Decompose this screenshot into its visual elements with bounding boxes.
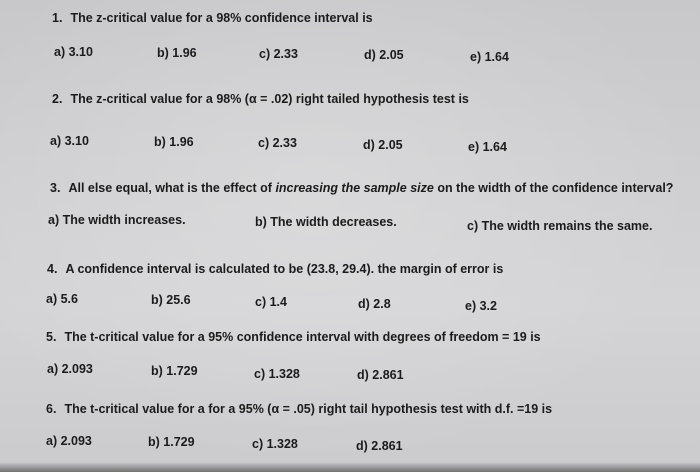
q2-option-c: c) 2.33 xyxy=(258,136,297,150)
question-number: 3. xyxy=(50,181,61,195)
q1-option-c: c) 2.33 xyxy=(259,47,298,61)
q4-option-e: e) 3.2 xyxy=(465,299,497,313)
question-2 xyxy=(52,92,469,106)
q6-option-c: c) 1.328 xyxy=(252,437,298,451)
q5-option-b: b) 1.729 xyxy=(151,364,198,378)
q4-option-b: b) 25.6 xyxy=(151,293,191,307)
q5-option-c: c) 1.328 xyxy=(254,367,300,381)
q1-option-b: b) 1.96 xyxy=(157,46,197,60)
q3-option-b: b) The width decreases. xyxy=(255,215,397,229)
q3-option-a: a) The width increases. xyxy=(48,213,186,227)
question-3 xyxy=(50,181,673,195)
q2-option-e: e) 1.64 xyxy=(468,140,507,154)
q2-option-b: b) 1.96 xyxy=(154,135,194,149)
question-5 xyxy=(46,330,541,344)
q2-option-d: d) 2.05 xyxy=(363,138,403,152)
q1-option-e: e) 1.64 xyxy=(470,50,509,64)
q4-option-a: a) 5.6 xyxy=(46,292,78,306)
question-number: 4. xyxy=(47,262,58,276)
q1-option-d: d) 2.05 xyxy=(364,48,404,62)
q1-option-a: a) 3.10 xyxy=(54,45,93,59)
q4-option-d: d) 2.8 xyxy=(358,297,391,311)
q2-option-a: a) 3.10 xyxy=(50,134,89,148)
q5-option-a: a) 2.093 xyxy=(47,362,93,376)
question-text: The z-critical value for a 98% (α = .02) right tailed hypothesis test is xyxy=(70,92,469,106)
q3-option-c: c) The width remains the same. xyxy=(467,219,653,233)
page-bottom-shadow xyxy=(0,462,700,472)
question-text: The z-critical value for a 98% confidence interval is xyxy=(70,11,373,25)
q4-option-c: c) 1.4 xyxy=(255,295,287,309)
question-text: A confidence interval is calculated to be (23.8, 29.4). the margin of error is xyxy=(65,262,504,276)
question-6 xyxy=(46,402,552,416)
question-number: 6. xyxy=(46,402,57,416)
q6-option-a: a) 2.093 xyxy=(46,434,92,448)
question-text: The t-critical value for a for a 95% (α = .05) right tail hypothesis test with d.f. =19 is xyxy=(64,402,553,416)
q6-option-b: b) 1.729 xyxy=(148,435,195,449)
question-text-end: on the width of the confidence interval? xyxy=(433,181,674,195)
question-text-emphasis: increasing the sample size xyxy=(275,181,434,195)
question-1 xyxy=(52,11,373,25)
question-text-start: All else equal, what is the effect of xyxy=(68,181,276,195)
question-number: 1. xyxy=(52,11,63,25)
q5-option-d: d) 2.861 xyxy=(357,368,404,382)
question-4 xyxy=(47,262,503,276)
question-number: 5. xyxy=(46,330,57,344)
question-number: 2. xyxy=(52,92,63,106)
q6-option-d: d) 2.861 xyxy=(356,439,403,453)
question-text: The t-critical value for a 95% confidence interval with degrees of freedom = 19 is xyxy=(64,330,541,344)
